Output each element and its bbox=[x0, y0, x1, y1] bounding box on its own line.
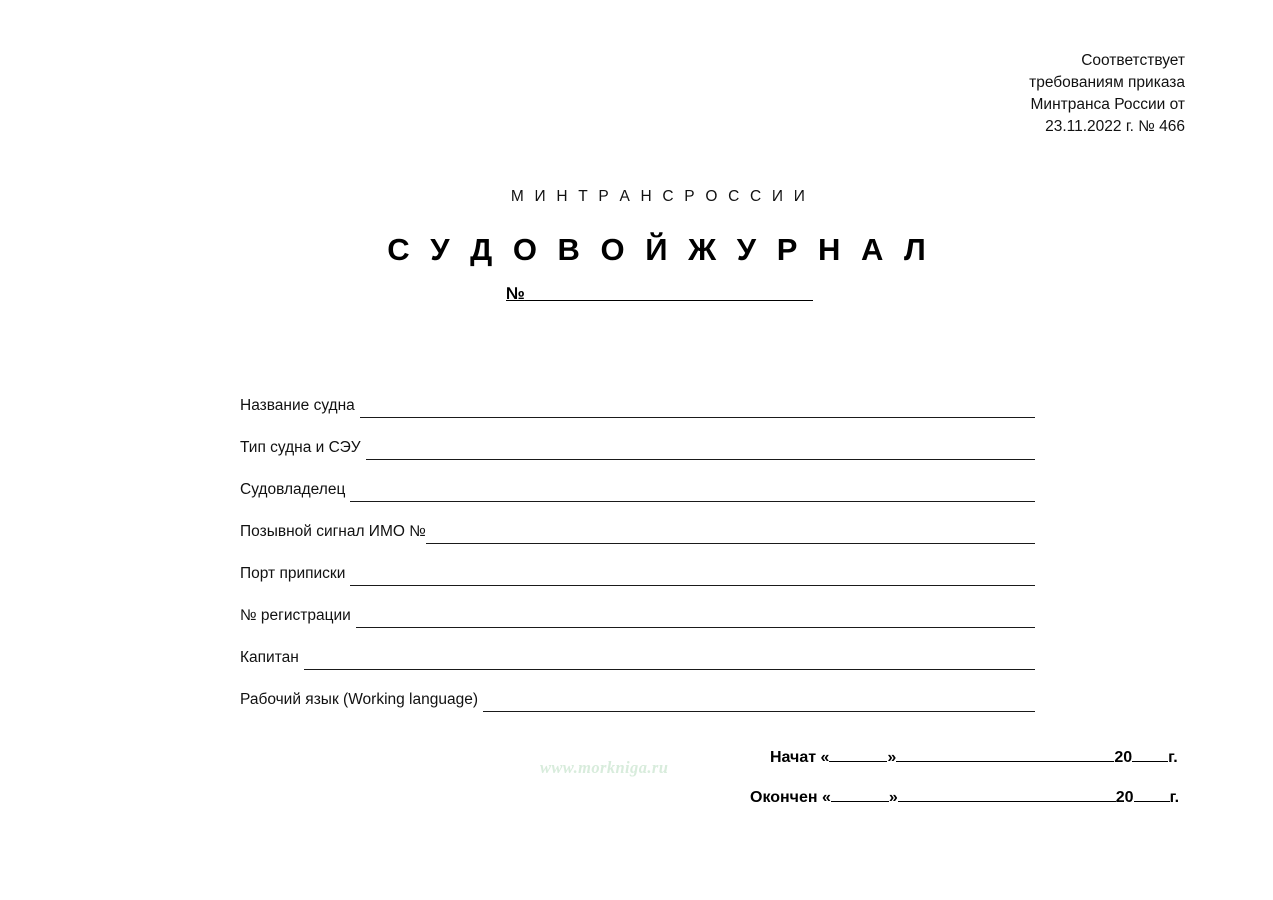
footer-row-finished bbox=[750, 788, 1220, 828]
footer-dates bbox=[750, 748, 1220, 828]
field-input-registration-number[interactable] bbox=[356, 613, 1035, 628]
ministry-line bbox=[0, 188, 1273, 206]
field-row-ship-name bbox=[240, 376, 1035, 418]
journal-number-line bbox=[0, 284, 1273, 304]
field-label-working-language: Рабочий язык (Working language) bbox=[240, 691, 479, 708]
footer-input-finished-month[interactable] bbox=[898, 788, 1116, 802]
page-title-text: С У Д О В О Й Ж У Р Н А Л bbox=[387, 232, 932, 267]
field-label-registration-number: № регистрации bbox=[240, 607, 351, 624]
footer-input-finished-year[interactable] bbox=[1134, 788, 1170, 802]
footer-row-started bbox=[770, 748, 1220, 788]
footer-year-prefix-started: 20 bbox=[1114, 749, 1133, 766]
field-row-registration-number bbox=[240, 586, 1035, 628]
footer-year-prefix-finished: 20 bbox=[1115, 789, 1134, 806]
compliance-note bbox=[935, 50, 1185, 138]
field-row-ship-type bbox=[240, 418, 1035, 460]
field-row-captain bbox=[240, 628, 1035, 670]
footer-label-started: Начат « bbox=[770, 749, 830, 766]
number-symbol: № bbox=[506, 284, 525, 303]
page-title bbox=[0, 232, 1273, 268]
field-input-working-language[interactable] bbox=[483, 697, 1035, 712]
ministry-line-text: М И Н Т Р А Н С Р О С С И И bbox=[510, 188, 809, 205]
field-input-home-port[interactable] bbox=[350, 571, 1035, 586]
footer-input-started-month[interactable] bbox=[896, 748, 1114, 762]
footer-quote-finished: » bbox=[888, 789, 898, 806]
footer-input-finished-day[interactable] bbox=[831, 788, 889, 802]
compliance-note-line-2: требованиям приказа bbox=[1029, 74, 1185, 91]
field-label-shipowner: Судовладелец bbox=[240, 481, 346, 498]
field-input-call-sign-imo[interactable] bbox=[426, 529, 1035, 544]
field-input-captain[interactable] bbox=[304, 655, 1035, 670]
field-input-shipowner[interactable] bbox=[350, 487, 1035, 502]
footer-quote-started: » bbox=[887, 749, 897, 766]
field-row-shipowner bbox=[240, 460, 1035, 502]
footer-label-finished: Окончен « bbox=[750, 789, 831, 806]
compliance-note-line-4: 23.11.2022 г. № 466 bbox=[1045, 118, 1185, 135]
field-label-home-port: Порт приписки bbox=[240, 565, 346, 582]
field-row-working-language bbox=[240, 670, 1035, 712]
field-input-ship-name[interactable] bbox=[360, 403, 1035, 418]
compliance-note-line-1: Соответствует bbox=[1081, 52, 1185, 69]
field-input-ship-type[interactable] bbox=[366, 445, 1035, 460]
footer-input-started-year[interactable] bbox=[1132, 748, 1168, 762]
fields-block bbox=[240, 376, 1035, 712]
field-row-call-sign-imo bbox=[240, 502, 1035, 544]
field-label-ship-type: Тип судна и СЭУ bbox=[240, 439, 361, 456]
field-label-ship-name: Название судна bbox=[240, 397, 355, 414]
footer-year-suffix-finished: г. bbox=[1169, 789, 1180, 806]
footer-input-started-day[interactable] bbox=[829, 748, 887, 762]
watermark: www.morkniga.ru bbox=[540, 758, 669, 777]
compliance-note-line-3: Минтранса России от bbox=[1030, 96, 1185, 113]
journal-number-input[interactable] bbox=[525, 285, 813, 301]
footer-year-suffix-started: г. bbox=[1168, 749, 1178, 766]
field-label-call-sign-imo: Позывной сигнал ИМО № bbox=[240, 523, 426, 540]
field-label-captain: Капитан bbox=[240, 649, 299, 666]
field-row-home-port bbox=[240, 544, 1035, 586]
